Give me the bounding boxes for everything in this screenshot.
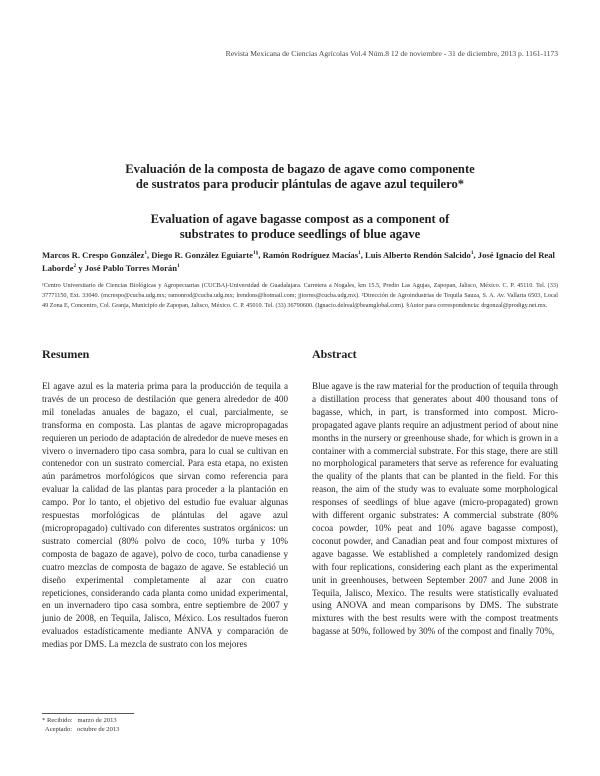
author-4-mark: 1 [470, 250, 474, 257]
affiliations: ¹Centro Universitario de Ciencias Biológicas y Agropecuarias (CUCBA)-Universidad de Guadalajara. Carretera a Nogales, km 15.5, Predio Las Agujas, Zapopan, Jalisco, México. C. P. 45110. Tel. (33) 37771150, Ext. 33040. (mcrespo@cucba.udg.mx; ramonrod@cucba.udg.mx; lrendons@hotmail.com; jjtorres@cucba.udg.mx). ²Dirección de Agroindustrias de Tequila Sauza, S. A. Av. Vallarta 6503, Local 49 Zona E, Concentro, Col. Granja, Municipio de Zapopan, Jalisco, México. C. P. 45010. Tel. (33) 36790600. (Ignacio.delreal@beamglobal.com). §Autor para correspondencia: drgonzal@prodigy.net.mx. [42, 282, 558, 310]
title-spanish-line-1: Evaluación de la composta de bagazo de agave como componente [125, 162, 475, 176]
footnote-rule [42, 713, 134, 714]
title-english [70, 212, 530, 242]
author-3-mark: 1 [358, 250, 361, 257]
author-5-mark: 2 [73, 263, 77, 270]
abstract-paragraph: Blue agave is the raw material for the production of tequila through a distillation process that generates about 400 thousand tons of bagasse, which, in part, is transformed into compost. Micro-propagated agave plants require an adjustment period of about nine months in the nursery or greenhouse shade, for which is grown in a container with a commercial substrate. For this stage, there are still no morphological parameters that serve as reference for evaluating the quality of the plants that can be planted in the field. For this reason, the aim of the study was to evaluate some morphological responses of seedlings of blue agave (micro-propagated) grown with different organic substrates: A commercial substrate (80% cocoa powder, 10% peat and 10% agave bagasse compost), coconut powder, and Canadian peat and four compost mixtures of agave bagasse. We established a completely randomized design with four replications, considering each plant as the experimental unit in greenhouses, between September 2007 and June 2008 in Tequila, Jalisco, Mexico. The results were statistically evaluated using ANOVA and mean comparisons by DMS. The substrate mixtures with the best results were with the compost treatments bagasse at 50%, followed by 30% of the compost and finally 70%, [312, 381, 558, 637]
footnote-dates [42, 716, 119, 734]
author-6-mark: 1 [177, 263, 180, 270]
abstract-heading: Abstract [312, 347, 357, 361]
author-1-mark: 1 [144, 250, 147, 257]
resumen-heading: Resumen [42, 347, 90, 361]
title-english-line-2: substrates to produce seedlings of blue agave [179, 227, 421, 241]
title-english-line-1: Evaluation of agave bagasse compost as a component of [150, 212, 450, 226]
footnote-received: * Recibido: marzo de 2013 [42, 717, 117, 724]
author-5: José Ignacio del Real Laborde$^2$ [42, 250, 555, 273]
footnote-accepted: Aceptado: octubre de 2013 [42, 726, 120, 733]
resumen-paragraph: El agave azul es la materia prima para la producción de tequila a través de un proceso de destilación que genera alrededor de 400 mil toneladas anuales de bagazo, el cual, parcialmente, se transforma en composta. Las plantas de agave micropropagadas requieren un periodo de adaptación de alrededor de nueve meses en vivero o invernadero tipo casa sombra, para lo cual se cultivan en contenedor con un sustrato comercial. Para esta etapa, no existen aún parámetros morfológicos que sirvan como referencia para evaluar la calidad de las plantas para proceder a la plantación en campo. Por lo tanto, el objetivo del estudio fue evaluar algunas respuestas morfológicas de plántulas del agave azul (micropropagado) cultivado con diferentes sustratos orgánicos: un sustrato comercial (80% polvo de coco, 10% turba y 10% composta de bagazo de agave), polvo de coco, turba canadiense y cuatro mezclas de composta de bagazo de agave. Se estableció un diseño experimental completamente al azar con cuatro repeticiones, considerando cada planta como unidad experimental, en un invernadero tipo casa sombra, entre septiembre de 2007 y junio de 2008, en Tequila, Jalisco, México. Los resultados fueron evaluados estadísticamente mediante ANVA y comparación de medias por DMS. La mezcla de sustrato con los mejores [42, 381, 288, 650]
running-head: Revista Mexicana de Ciencias Agrícolas Vol.4 Núm.8 12 de noviembre - 31 de diciembre, 2013 p. 1161-1173 [225, 49, 558, 58]
abstract-column [312, 380, 558, 638]
title-spanish [70, 162, 530, 192]
title-spanish-line-2: de sustratos para producir plántulas de agave azul tequilero* [135, 177, 465, 191]
author-2-mark: 1§ [252, 250, 259, 257]
author-4: Luis Alberto Rendón Salcido$^1$ [365, 250, 474, 260]
author-list: Marcos R. Crespo González$^1$, Diego R. González Eguiarte$^{1\S}$, Ramón Rodríguez Macías$^1$, Luis Alberto Rendón Salcido$^1$, José Ignacio del Real Laborde$^2$ y José Pablo Torres Morán$^1$ [42, 250, 555, 273]
author-6: José Pablo Torres Morán$^1$ [84, 263, 180, 273]
author-2: Diego R. González Eguiarte$^{1\S}$ [151, 250, 259, 260]
author-3: Ramón Rodríguez Macías$^1$ [262, 250, 361, 260]
author-1: Marcos R. Crespo González$^1$ [42, 250, 147, 260]
resumen-column [42, 380, 288, 651]
